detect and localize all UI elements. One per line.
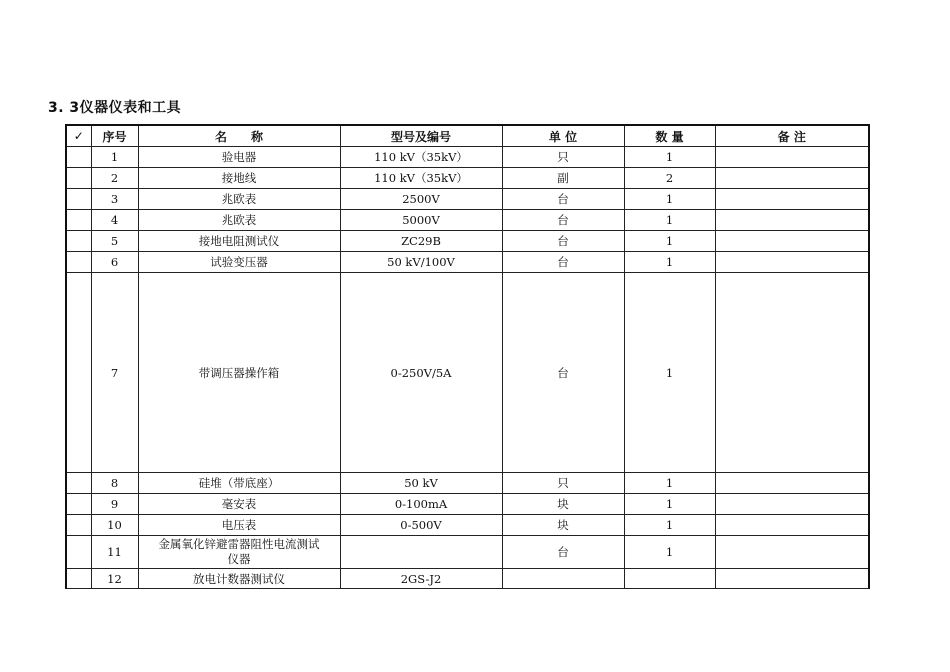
name-cell: 接地电阻测试仪 bbox=[138, 231, 340, 252]
note-cell bbox=[715, 210, 869, 231]
note-cell bbox=[715, 473, 869, 494]
unit-cell: 台 bbox=[502, 231, 624, 252]
index-cell: 11 bbox=[91, 536, 138, 569]
index-cell: 4 bbox=[91, 210, 138, 231]
table-row bbox=[66, 252, 869, 273]
model-cell: 2GS-J2 bbox=[340, 569, 502, 589]
qty-cell: 1 bbox=[624, 273, 715, 473]
qty-cell: 1 bbox=[624, 252, 715, 273]
unit-cell: 台 bbox=[502, 273, 624, 473]
unit-cell: 只 bbox=[502, 147, 624, 168]
table-row bbox=[66, 494, 869, 515]
name-cell: 电压表 bbox=[138, 515, 340, 536]
unit-cell: 台 bbox=[502, 189, 624, 210]
name-cell: 毫安表 bbox=[138, 494, 340, 515]
note-cell bbox=[715, 494, 869, 515]
qty-cell: 1 bbox=[624, 473, 715, 494]
model-cell: 50 kV bbox=[340, 473, 502, 494]
unit-cell: 只 bbox=[502, 473, 624, 494]
note-cell bbox=[715, 231, 869, 252]
index-cell: 10 bbox=[91, 515, 138, 536]
unit-cell: 台 bbox=[502, 252, 624, 273]
table-row bbox=[66, 189, 869, 210]
note-cell bbox=[715, 515, 869, 536]
qty-cell: 2 bbox=[624, 168, 715, 189]
table-header-row bbox=[66, 125, 869, 147]
name-cell: 带调压器操作箱 bbox=[138, 273, 340, 473]
note-cell bbox=[715, 189, 869, 210]
table-row bbox=[66, 515, 869, 536]
unit-cell: 块 bbox=[502, 515, 624, 536]
note-header: 备 注 bbox=[715, 125, 869, 147]
qty-cell: 1 bbox=[624, 147, 715, 168]
name-cell: 金属氧化锌避雷器阻性电流测试仪器 bbox=[138, 536, 340, 569]
qty-cell: 1 bbox=[624, 210, 715, 231]
note-cell bbox=[715, 536, 869, 569]
unit-cell bbox=[502, 569, 624, 589]
name-cell: 接地线 bbox=[138, 168, 340, 189]
index-cell: 8 bbox=[91, 473, 138, 494]
check-cell[interactable] bbox=[66, 515, 91, 536]
table-row bbox=[66, 536, 869, 569]
instruments-table bbox=[65, 124, 870, 589]
model-cell: 0-500V bbox=[340, 515, 502, 536]
note-cell bbox=[715, 147, 869, 168]
index-cell: 3 bbox=[91, 189, 138, 210]
index-cell: 7 bbox=[91, 273, 138, 473]
table-row bbox=[66, 231, 869, 252]
model-cell: 110 kV（35kV） bbox=[340, 147, 502, 168]
name-cell: 验电器 bbox=[138, 147, 340, 168]
name-cell: 放电计数器测试仪 bbox=[138, 569, 340, 589]
qty-cell: 1 bbox=[624, 494, 715, 515]
note-cell bbox=[715, 252, 869, 273]
check-cell[interactable] bbox=[66, 494, 91, 515]
qty-cell bbox=[624, 569, 715, 589]
note-cell bbox=[715, 273, 869, 473]
model-cell: 2500V bbox=[340, 189, 502, 210]
qty-cell: 1 bbox=[624, 515, 715, 536]
qty-cell: 1 bbox=[624, 231, 715, 252]
model-header: 型号及编号 bbox=[340, 125, 502, 147]
name-cell: 兆欧表 bbox=[138, 210, 340, 231]
model-cell bbox=[340, 536, 502, 569]
check-header: ✓ bbox=[66, 125, 91, 147]
table-row bbox=[66, 273, 869, 473]
check-cell[interactable] bbox=[66, 210, 91, 231]
check-cell[interactable] bbox=[66, 231, 91, 252]
qty-header: 数 量 bbox=[624, 125, 715, 147]
check-cell[interactable] bbox=[66, 252, 91, 273]
table-row bbox=[66, 147, 869, 168]
name-cell: 试验变压器 bbox=[138, 252, 340, 273]
section-title: 3. 3仪器仪表和工具 bbox=[48, 100, 182, 116]
check-cell[interactable] bbox=[66, 168, 91, 189]
unit-cell: 副 bbox=[502, 168, 624, 189]
name-header: 名 称 bbox=[138, 125, 340, 147]
index-header: 序号 bbox=[91, 125, 138, 147]
model-cell: 5000V bbox=[340, 210, 502, 231]
table-row bbox=[66, 168, 869, 189]
check-cell[interactable] bbox=[66, 189, 91, 210]
model-cell: 0-100mA bbox=[340, 494, 502, 515]
model-cell: 50 kV/100V bbox=[340, 252, 502, 273]
unit-cell: 台 bbox=[502, 210, 624, 231]
index-cell: 9 bbox=[91, 494, 138, 515]
unit-header: 单 位 bbox=[502, 125, 624, 147]
note-cell bbox=[715, 569, 869, 589]
table-row bbox=[66, 569, 869, 589]
check-cell[interactable] bbox=[66, 569, 91, 589]
model-cell: ZC29B bbox=[340, 231, 502, 252]
check-cell[interactable] bbox=[66, 273, 91, 473]
check-cell[interactable] bbox=[66, 473, 91, 494]
qty-cell: 1 bbox=[624, 536, 715, 569]
check-cell[interactable] bbox=[66, 147, 91, 168]
table-row bbox=[66, 473, 869, 494]
unit-cell: 块 bbox=[502, 494, 624, 515]
index-cell: 5 bbox=[91, 231, 138, 252]
model-cell: 110 kV（35kV） bbox=[340, 168, 502, 189]
name-cell: 兆欧表 bbox=[138, 189, 340, 210]
model-cell: 0-250V/5A bbox=[340, 273, 502, 473]
name-cell: 硅堆（带底座） bbox=[138, 473, 340, 494]
table-row bbox=[66, 210, 869, 231]
unit-cell: 台 bbox=[502, 536, 624, 569]
index-cell: 6 bbox=[91, 252, 138, 273]
index-cell: 2 bbox=[91, 168, 138, 189]
index-cell: 12 bbox=[91, 569, 138, 589]
index-cell: 1 bbox=[91, 147, 138, 168]
check-cell[interactable] bbox=[66, 536, 91, 569]
qty-cell: 1 bbox=[624, 189, 715, 210]
note-cell bbox=[715, 168, 869, 189]
